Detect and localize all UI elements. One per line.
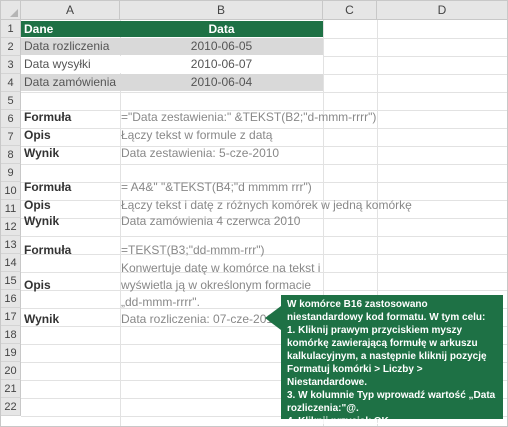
row-header-2[interactable]: 2: [1, 38, 21, 56]
column-header-d[interactable]: D: [377, 1, 507, 20]
result-3[interactable]: Data rozliczenia: 07-cze-2010: [121, 312, 280, 326]
cell-b4[interactable]: 2010-06-04: [120, 74, 323, 91]
row-header-21[interactable]: 21: [1, 380, 21, 398]
row-header-8[interactable]: 8: [1, 146, 21, 164]
result-2[interactable]: Data zamówienia 4 czerwca 2010: [121, 214, 301, 228]
callout-step-4-end: .: [388, 416, 392, 427]
cell-a2[interactable]: Data rozliczenia: [21, 38, 120, 55]
label-result-3[interactable]: Wynik: [24, 312, 60, 326]
row-header-11[interactable]: 11: [1, 200, 21, 218]
row-header-4[interactable]: 4: [1, 74, 21, 92]
column-header-c[interactable]: C: [323, 1, 377, 20]
column-header-a[interactable]: A: [21, 1, 120, 20]
row-header-7[interactable]: 7: [1, 128, 21, 146]
select-all-corner[interactable]: [1, 1, 21, 20]
label-result-2[interactable]: Wynik: [24, 214, 60, 228]
label-result-1[interactable]: Wynik: [24, 146, 60, 160]
row-header-22[interactable]: 22: [1, 398, 21, 416]
row-header-17[interactable]: 17: [1, 308, 21, 326]
cell-a3[interactable]: Data wysyłki: [21, 56, 120, 73]
cell-a4[interactable]: Data zamówienia: [21, 74, 120, 91]
callout-instructions: [281, 295, 503, 427]
callout-step-1-path: Formatuj komórki > Liczby > Niestandardowe: [287, 364, 423, 388]
grid-line-row-4: [21, 92, 507, 93]
label-desc-2[interactable]: Opis: [24, 198, 51, 212]
cell-b3[interactable]: 2010-06-07: [120, 56, 323, 73]
cell-b2[interactable]: 2010-06-05: [120, 38, 323, 55]
callout-step-1-text: 1. Kliknij prawym przyciskiem myszy komórkę zawierającą formułę w arkuszu kalkulacyjnym, a następnie kliknij pozycję: [287, 325, 487, 362]
row-header-20[interactable]: 20: [1, 362, 21, 380]
label-formula-1[interactable]: Formuła: [24, 110, 72, 124]
callout-step-3-end: .: [355, 403, 359, 414]
row-header-16[interactable]: 16: [1, 290, 21, 308]
callout-step-1-end: .: [364, 377, 368, 388]
label-formula-2[interactable]: Formuła: [24, 180, 72, 194]
row-header-19[interactable]: 19: [1, 344, 21, 362]
callout-step-3: [287, 389, 497, 415]
callout-step-3-column: Typ: [357, 390, 375, 401]
result-1[interactable]: Data zestawienia: 5-cze-2010: [121, 146, 280, 160]
row-header-15[interactable]: 15: [1, 272, 21, 290]
callout-step-3-text: 3. W kolumnie: [287, 390, 355, 401]
desc-1[interactable]: Łączy tekst w formule z datą: [121, 128, 273, 142]
row-header-10[interactable]: 10: [1, 182, 21, 200]
row-header-12[interactable]: 12: [1, 218, 21, 236]
callout-arrow: [265, 306, 281, 330]
callout-intro: W komórce B16 zastosowano niestandardowy kod formatu. W tym celu:: [287, 299, 486, 323]
formula-2[interactable]: = A4&" "&TEKST(B4;"d mmmm rrr"): [121, 180, 312, 194]
callout-step-4-button: OK: [373, 416, 389, 427]
label-desc-3[interactable]: Opis: [24, 278, 51, 292]
formula-1[interactable]: ="Data zestawienia:" &TEKST(B2;"d-mmm-rrrr"): [121, 110, 377, 124]
label-formula-3[interactable]: Formuła: [24, 243, 72, 257]
grid-line-row-8: [21, 164, 507, 165]
row-header-3[interactable]: 3: [1, 56, 21, 74]
callout-step-3-text-2: wprowadź wartość: [376, 390, 466, 401]
formula-3[interactable]: =TEKST(B3;"dd-mmm-rrr"): [121, 243, 265, 257]
callout-step-3-value: „Data rozliczenia:"@: [287, 390, 496, 414]
desc-3-line-3[interactable]: „dd-mmm-rrrr".: [121, 295, 200, 309]
desc-3-line-1[interactable]: Konwertuje datę w komórce na tekst i: [121, 261, 321, 275]
label-desc-1[interactable]: Opis: [24, 128, 51, 142]
desc-3-line-2[interactable]: wyświetla ją w określonym formacie: [121, 278, 312, 292]
callout-step-1: [287, 324, 497, 389]
row-header-1[interactable]: 1: [1, 20, 21, 38]
row-header-14[interactable]: 14: [1, 254, 21, 272]
desc-2[interactable]: Łączy tekst i datę z różnych komórek w jedną komórkę: [121, 198, 412, 212]
callout-step-4-text: 4. Kliknij przycisk: [287, 416, 371, 427]
row-header-13[interactable]: 13: [1, 236, 21, 254]
header-cell-dane[interactable]: Dane: [21, 21, 120, 37]
grid-line-row-12: [21, 236, 507, 237]
row-header-9[interactable]: 9: [1, 164, 21, 182]
header-cell-data[interactable]: Data: [120, 21, 323, 37]
row-header-18[interactable]: 18: [1, 326, 21, 344]
row-header-6[interactable]: 6: [1, 110, 21, 128]
column-header-b[interactable]: B: [120, 1, 323, 20]
row-header-5[interactable]: 5: [1, 92, 21, 110]
callout-step-4: [287, 415, 497, 427]
